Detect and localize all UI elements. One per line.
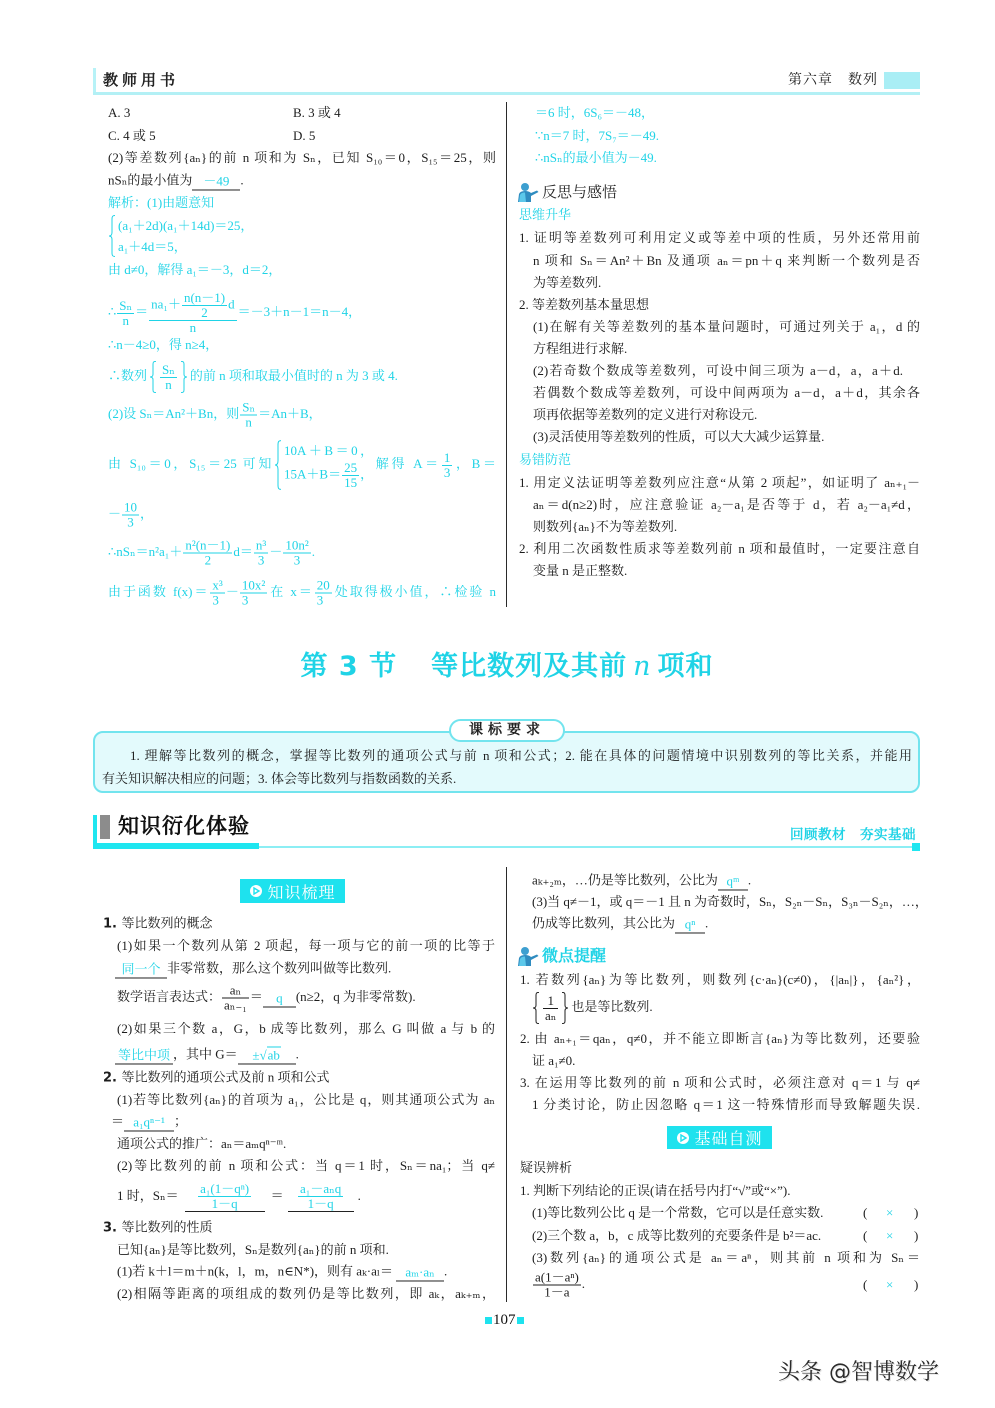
denominator: 3 [293,552,301,568]
fraction [182,291,227,320]
equals: ＝ [270,1187,284,1203]
answer-blank: qⁿ [675,916,705,934]
thinking-line: 2. 等差数列基本量思想 [519,297,650,312]
numerator: Sₙ [162,361,175,377]
page-number [484,1311,525,1329]
section-variable: n [633,651,652,682]
line-text: 数学语言表达式： [117,988,222,1004]
equals: ＝ [111,1113,125,1129]
denominator: 3 [257,552,265,568]
punctuation: . [311,543,315,559]
solution-continued-2: ∵n＝7 时，7S₇＝－49. [535,128,660,143]
answer-blank: q [263,989,296,1007]
left-brace-icon [532,992,540,1024]
numerator: n³ [255,537,267,553]
line-text: aₖ₊₂ₘ，…仍是等比数列，公比为 [532,872,718,888]
solution-part2-step-4 [108,539,315,568]
denominator: 2 [201,305,208,320]
expression-text: ∴数列 [108,367,148,383]
question-text: nSₙ的最小值为 [108,172,193,188]
knowledge-line: 已知{aₙ}是等比数列，Sₙ是数列{aₙ}的前 n 项和. [117,1242,389,1257]
expression-text: － [225,583,239,599]
solution-step-2 [108,291,361,335]
radicand: ab [267,1047,280,1063]
right-brace-icon [180,361,188,393]
question-2-line-1: (2)等差数列{aₙ}的前 n 项和为 Sₙ，已知 S₁₀＝0，S₁₅＝25，则 [108,150,496,165]
option-b: B. 3 或 4 [293,105,341,120]
fraction [315,579,332,608]
knowledge-tagline: 回顾教材 夯实基础 [790,827,916,843]
denominator: n [189,320,197,335]
fraction [533,1271,581,1300]
denominator: n [165,376,172,392]
tip-line: 1 分类讨论，防止因忽略 q＝1 这一特殊情形而导致解题失误. [532,1097,920,1112]
paren-close: ) [914,1277,919,1292]
equation-rows [284,440,373,490]
solution-continued-3: ∴nSₙ的最小值为－49. [535,150,657,165]
thinking-line: (2)若奇数个数成等差数列，可设中间三项为 a－d，a，a＋d. [533,363,903,378]
solution-continued-1: ＝6 时，6S₆＝－48， [535,105,655,120]
knowledge-line: (2)等比数列的前 n 项和公式：当 q＝1 时，Sₙ＝na₁；当 q≠ [117,1158,495,1173]
teacher-pointing-icon [517,946,541,966]
solution-part2-step-5 [108,579,496,608]
therefore-symbol: ∴ [108,303,117,319]
denominator: n [122,312,129,328]
judge-answer-3: × [886,1277,894,1292]
numerator-text: d [228,296,235,312]
expression-text: 由 S₁₀＝0，S₁₅＝25 可知 [108,455,275,471]
numerator: a₁－aₙq [300,1181,342,1196]
numerator: Sₙ [242,399,256,415]
knowledge-heading-3 [103,1219,213,1238]
header-thick-rule [93,843,259,849]
book-label: 教师用书 [103,71,180,89]
knowledge-line: (1)若等比数列{aₙ}的首项为 a₁，公比是 q，则其通项公式为 aₙ [117,1092,495,1107]
line-text: ，其中 G＝ [173,1046,238,1062]
header-rule [93,92,920,95]
root-sign: √ [259,1047,267,1063]
numerator-text: na₁＋ [151,296,181,312]
paren-open: ( [863,1277,868,1292]
answer-blank: qᵐ [718,873,748,891]
right-brace-icon [561,992,569,1024]
expression-text: ＝－3＋n－1＝n－4， [237,303,362,319]
numerator: 1 [543,994,558,1009]
fraction [254,539,268,568]
teacher-pointing-icon [517,182,541,202]
thinking-line: (1)在解有关等差数列的基本量问题时，可通过列关于 a₁，d 的 [533,319,920,334]
header-accent-bar [93,68,96,94]
question-2-line-2 [108,171,244,190]
tip-line: 2. 由 aₙ₊₁＝qaₙ，q≠0，并不能立即断言{aₙ}为等比数列，还要验 [520,1031,920,1046]
judge-item-3-line-2 [532,1271,585,1300]
expression-text: ∴nSₙ＝n²a₁＋ [108,543,183,559]
answer-blank: 同一个 [115,961,167,979]
left-brace-icon [274,440,282,490]
paren-open: ( [863,1205,868,1220]
line-text: 也是等比数列. [571,998,653,1014]
punctuation: ； [174,1113,188,1129]
solution-step-3: ∴n－4≥0，得 n≥4， [108,337,219,352]
punctuation: . [444,1263,448,1279]
tips-title: 微点提醒 [542,946,607,965]
section-number: 第 3 节 [300,651,398,682]
button-text: 知识梳理 [267,882,336,902]
header-thin-rule [259,846,914,848]
equation-1: (a₁＋2d)(a₁＋14d)＝25， [118,218,254,233]
knowledge-expression [117,984,416,1013]
numerator: aₙ [222,984,249,999]
plus-minus: ± [252,1047,260,1063]
knowledge-heading-2 [103,1069,330,1088]
curriculum-standards-label: 课标要求 [449,719,565,742]
compound-fraction [149,291,236,335]
numerator: 10 [124,499,138,515]
item-number: 3. [103,1220,122,1236]
judge-answer-2: × [886,1228,894,1243]
header-gray-block [100,815,110,839]
denominator: 1－q [307,1196,334,1211]
denominator: 15 [344,475,358,490]
option-a: A. 3 [108,105,131,120]
section-name: 等比数列及其前 [431,651,628,682]
thinking-line: 若偶数个数成等差数列，可设中间两项为 a－d，a＋d，其余各 [533,385,920,400]
answer-blank: 等比中项 [115,1047,173,1065]
column-divider-bottom [506,867,507,1302]
solution-part2-step-1 [108,401,322,430]
chapter-label: 第六章 数列 [788,72,878,88]
standards-line: 有关知识解决相应的问题；3. 体会等比数列与指数函数的关系. [102,771,457,786]
knowledge-review-label [240,879,345,903]
answer-blank [185,1182,265,1212]
self-test-heading: 疑误辨析 [520,1160,573,1175]
answer-blank [288,1182,354,1212]
fraction [240,579,267,608]
numerator: 10x² [241,577,266,593]
play-circle-icon [249,884,263,898]
expression-text: － [269,543,283,559]
fraction [122,501,139,530]
paren-close: ) [914,1205,919,1220]
chapter-color-tab [884,72,920,89]
solution-equation-system-1 [108,215,253,257]
fraction [298,1182,343,1211]
numerator: a(1－aⁿ) [535,1269,579,1285]
judge-item-1: (1)等比数列公比 q 是一个常数，它可以是任意实数. [532,1205,824,1220]
punctuation: . [581,1275,586,1291]
pitfall-line: 2. 利用二次函数性质求等差数列前 n 项和最值时，一定要注意自 [519,541,920,556]
thinking-line: (3)灵活使用等差数列的性质，可以大大减少运算量. [533,429,825,444]
fraction [240,401,257,430]
thinking-heading: 思维升华 [519,207,572,222]
page-number-text: 107 [493,1312,516,1328]
knowledge-line: (1)如果一个数列从第 2 项起，每一项与它的前一项的比等于 [117,938,495,953]
equals: ＝ [135,303,149,319]
column-divider-top [506,102,507,607]
line-text: (n≥2，q 为非零常数). [295,988,416,1004]
fraction [117,299,134,328]
knowledge-line: (2)相隔等距离的项组成的数列仍是等比数列，即 aₖ，aₖ₊ₘ， [117,1286,495,1301]
section-name-suffix: 项和 [657,651,714,682]
denominator: 2 [204,552,212,568]
fraction [183,539,232,568]
equation-text: 15A＋B＝ [284,466,342,482]
minus-sign: － [108,505,122,521]
solution-part2-step-3 [108,501,153,530]
expression-text: ＝An＋B， [258,405,322,421]
thinking-line: 项再依据等差数列的定义进行对称设元. [533,407,758,422]
paren-close: ) [914,1228,919,1243]
knowledge-heading-1 [103,915,213,934]
paren-open: ( [863,1228,868,1243]
equation-system [108,215,253,257]
standards-line: 1. 理解等比数列的概念，掌握等比数列的通项公式与前 n 项和公式；2. 能在具体的问题情境中识别数列的等比关系，并能用 [130,748,912,763]
denominator: 3 [443,464,451,480]
expression-text: 的前 n 项和取最小值时的 n 为 3 或 4. [189,367,398,383]
rule-end-square [912,843,920,851]
equation-2 [284,461,373,490]
pitfalls-heading: 易错防范 [519,452,572,467]
pitfall-line: 则数列{aₙ}不为等差数列. [533,519,678,534]
punctuation: . [240,172,244,188]
knowledge-line: (2)如果三个数 a，G，b 成等比数列，那么 G 叫做 a 与 b 的 [117,1021,495,1036]
solution-label: 解析：(1)由题意知 [108,195,215,210]
tip-line: 证 a₁≠0. [532,1053,576,1068]
reflection-title: 反思与感悟 [542,183,618,201]
numerator: Sₙ [119,297,133,313]
sequence-set [149,361,188,393]
tip-line [530,992,653,1024]
expression-text: 由于函数 f(x)＝ [108,583,210,599]
fraction [342,461,359,490]
thinking-line: 方程组进行求解. [533,341,628,356]
button-text: 基础自测 [694,1129,763,1148]
knowledge-line [117,1262,447,1281]
numerator: n(n－1) [183,290,226,305]
heading-text: 等比数列的通项公式及前 n 项和公式 [121,1069,330,1085]
pitfall-line: aₙ＝d(n≥2)时，应注意验证 a₂－a₁是否等于 d，若 a₂－a₁≠d， [533,497,920,512]
expression-text: d＝ [233,543,253,559]
knowledge-sum-formula [117,1182,361,1212]
fraction [160,363,177,392]
answer-blank: aₘ·aₙ [396,1264,444,1282]
judge-item-2: (2)三个数 a，b，c 成等比数列的充要条件是 b²＝ac. [532,1228,822,1243]
sequence-set [532,992,569,1024]
punctuation: . [747,872,752,888]
expression-text: 解得 A＝ [373,455,441,471]
line-text: 1 时，Sₙ＝ [117,1187,179,1203]
punctuation: . [295,1046,299,1062]
solution-step-1: 由 d≠0，解得 a₁＝－3，d＝2， [108,262,282,277]
expression-text: 处取得极小值，∴检验 n [332,583,496,599]
solution-step-4 [108,361,398,393]
answer-blank: a₁qⁿ⁻¹ [124,1114,174,1132]
option-c: C. 4 或 5 [108,128,156,143]
thinking-line: n 项和 Sₙ＝An²＋Bn 及通项 aₙ＝pn＋q 来判断一个数列是否 [533,253,920,268]
equation-1: 10A＋B＝0， [284,443,374,458]
equation-rows [118,215,253,257]
expression-text: ，B＝ [453,455,497,471]
knowledge-line [532,914,708,933]
punctuation: . [357,1187,361,1203]
denominator: 3 [241,592,249,608]
knowledge-section-title: 知识衍化体验 [118,814,250,838]
numerator: x³ [212,577,223,593]
punctuation: ， [140,505,154,521]
pitfall-line: 变量 n 是正整数. [533,563,628,578]
line-text: (1)若 k＋l＝m＋n(k，l，m，n∈N*)，则有 aₖ·aₗ＝ [117,1263,394,1279]
item-number: 1. [103,916,122,932]
knowledge-line [111,1112,187,1131]
denominator: 3 [316,592,324,608]
expression-text: (2)设 Sₙ＝An²＋Bn，则 [108,405,240,421]
denominator: 3 [212,592,219,608]
numerator: 20 [316,577,330,593]
expression-text: 在 x＝ [268,583,314,599]
punctuation: ， [360,466,374,482]
section-title [0,651,995,682]
page-marker-square [517,1317,524,1324]
tip-line: 1. 若数列{aₙ}为等比数列，则数列{c·aₙ}(c≠0)，{|aₙ|}，{aₙ²}， [520,972,920,987]
equation-system [274,440,373,490]
pitfall-line: 1. 用定义法证明等差数列应注意“从第 2 项起”，如证明了 aₙ₊₁－ [519,475,920,490]
thinking-line: 1. 证明等差数列可利用定义或等差中项的性质，另外还常用前 [519,230,920,245]
self-test-label [667,1126,772,1149]
denominator: n [245,414,252,430]
fraction [543,994,558,1023]
denominator: aₙ [545,1007,557,1023]
item-number: 2. [103,1070,122,1086]
page-marker-square [485,1317,492,1324]
numerator: a₁(1－qⁿ) [200,1181,250,1196]
denominator: aₙ₋₁ [224,997,247,1013]
numerator: 25 [344,460,358,475]
watermark: 头条 @智博数学 [778,1360,939,1385]
knowledge-line: (3)当 q≠－1，或 q＝－1 且 n 为奇数时，Sₙ，S₂ₙ－Sₙ，S₃ₙ－S₂ₙ，…， [532,894,928,909]
numerator [149,291,236,321]
fraction [442,451,453,480]
fraction [210,579,224,608]
knowledge-line: 通项公式的推广：aₙ＝aₘqⁿ⁻ᵐ. [117,1136,287,1151]
answer-blank [238,1047,296,1065]
play-circle-icon [676,1131,690,1145]
denominator: 3 [127,514,134,530]
left-brace-icon [108,215,116,257]
fraction [198,1182,251,1211]
thinking-line: 为等差数列. [533,275,602,290]
knowledge-line [115,959,391,978]
heading-text: 等比数列的概念 [121,915,213,931]
option-d: D. 5 [293,128,316,143]
numerator: n²(n－1) [185,537,231,553]
left-brace-icon [149,361,157,393]
denominator: 1－a [544,1284,570,1300]
numerator: 1 [443,449,451,465]
line-text: 仍成等比数列，其公比为 [532,915,676,931]
knowledge-line [115,1045,299,1064]
denominator: 1－q [211,1196,238,1211]
numerator: 10n² [285,537,309,553]
tip-line: 3. 在运用等比数列的前 n 项和公式时，必须注意对 q＝1 与 q≠ [520,1075,920,1090]
fraction [222,984,249,1013]
fraction [283,539,310,568]
line-text: 非零常数，那么这个数列叫做等比数列. [167,960,392,976]
punctuation: . [705,915,709,931]
knowledge-line [532,871,751,890]
judge-item-3-line-1: (3)数列{aₙ}的通项公式是 aₙ＝aⁿ，则其前 n 项和为 Sₙ＝ [532,1250,920,1265]
answer-blank: －49 [192,173,240,191]
equation-2: a₁＋4d＝5， [118,239,187,254]
heading-text: 等比数列的性质 [121,1219,213,1235]
solution-part2-step-2 [108,440,496,490]
judge-answer-1: × [886,1205,894,1220]
self-test-question: 1. 判断下列结论的正误(请在括号内打“√”或“×”). [520,1183,791,1198]
equals: ＝ [249,988,263,1004]
